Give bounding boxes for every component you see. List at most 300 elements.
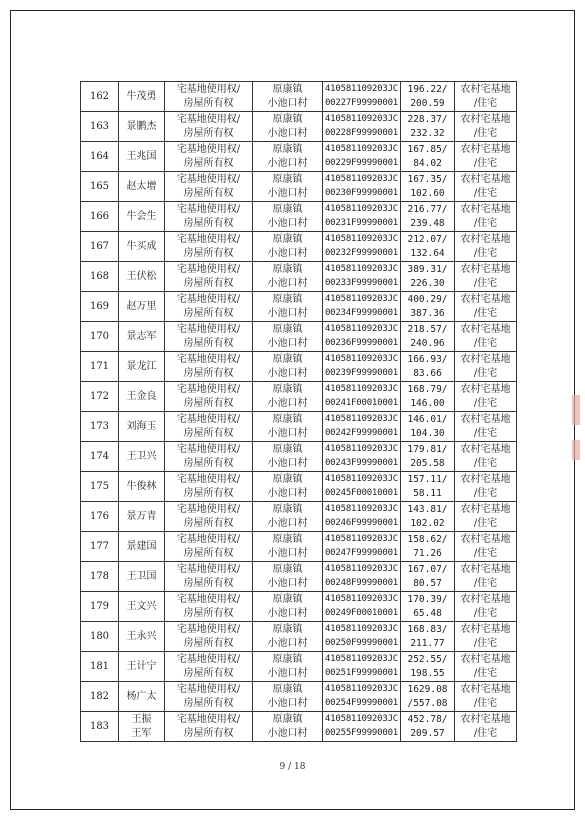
row-index-cell bbox=[81, 352, 119, 382]
unit-code-cell bbox=[323, 652, 401, 682]
table-row bbox=[81, 292, 517, 322]
owner-name-text: 刘海玉 bbox=[126, 420, 157, 432]
unit-code-cell bbox=[323, 562, 401, 592]
row-index-cell bbox=[81, 262, 119, 292]
right-type-line: 宅基地使用权/ bbox=[176, 84, 241, 95]
location-line: 原康镇 bbox=[272, 234, 303, 245]
unit-code-line: 00236F99990001 bbox=[324, 337, 399, 348]
location-line: 原康镇 bbox=[272, 654, 303, 665]
area-line: 240.96 bbox=[410, 337, 445, 349]
land-use-cell bbox=[455, 592, 517, 622]
area-line: 226.30 bbox=[410, 277, 445, 289]
row-index-text: 168 bbox=[89, 270, 110, 282]
row-index-text: 181 bbox=[89, 660, 110, 672]
area-line: 198.55 bbox=[410, 667, 445, 679]
row-index-cell bbox=[81, 472, 119, 502]
location-cell bbox=[253, 262, 323, 292]
row-index-cell bbox=[81, 292, 119, 322]
location-cell bbox=[253, 382, 323, 412]
land-use-line: /住宅 bbox=[473, 577, 498, 589]
area-cell bbox=[401, 352, 455, 382]
table-row bbox=[81, 322, 517, 352]
area-cell bbox=[401, 322, 455, 352]
unit-code-line: 00231F99990001 bbox=[324, 217, 399, 228]
row-index-cell bbox=[81, 652, 119, 682]
land-use-cell bbox=[455, 382, 517, 412]
property-rights-table bbox=[80, 81, 517, 742]
location-cell bbox=[253, 412, 323, 442]
unit-code-cell bbox=[323, 322, 401, 352]
right-type-line: 房屋所有权 bbox=[183, 727, 234, 739]
area-line: 212.07/ bbox=[407, 234, 448, 245]
location-line: 原康镇 bbox=[272, 264, 303, 275]
land-use-cell bbox=[455, 202, 517, 232]
land-use-cell bbox=[455, 322, 517, 352]
right-type-line: 宅基地使用权/ bbox=[176, 114, 241, 125]
row-index-cell bbox=[81, 112, 119, 142]
land-use-line: /住宅 bbox=[473, 517, 498, 529]
land-use-cell bbox=[455, 712, 517, 742]
location-line: 小池口村 bbox=[267, 307, 308, 319]
right-type-line: 宅基地使用权/ bbox=[176, 204, 241, 215]
land-use-line: /住宅 bbox=[473, 127, 498, 139]
land-use-line: /住宅 bbox=[473, 667, 498, 679]
right-type-line: 房屋所有权 bbox=[183, 127, 234, 139]
location-line: 原康镇 bbox=[272, 324, 303, 335]
row-index-cell bbox=[81, 202, 119, 232]
area-cell bbox=[401, 682, 455, 712]
location-line: 原康镇 bbox=[272, 684, 303, 695]
area-cell bbox=[401, 652, 455, 682]
land-use-cell bbox=[455, 292, 517, 322]
right-type-line: 宅基地使用权/ bbox=[176, 594, 241, 605]
row-index-text: 170 bbox=[89, 330, 110, 342]
row-index-text: 164 bbox=[89, 150, 110, 162]
right-type-line: 房屋所有权 bbox=[183, 157, 234, 169]
right-type-line: 房屋所有权 bbox=[183, 217, 234, 229]
right-type-line: 房屋所有权 bbox=[183, 607, 234, 619]
location-line: 小池口村 bbox=[267, 247, 308, 259]
location-line: 小池口村 bbox=[267, 577, 308, 589]
land-use-line: 农村宅基地 bbox=[460, 444, 511, 455]
land-use-line: 农村宅基地 bbox=[460, 144, 511, 155]
area-line: 170.39/ bbox=[407, 594, 448, 605]
area-line: 239.48 bbox=[410, 217, 445, 229]
owner-name-text: 赵万里 bbox=[126, 300, 157, 312]
row-index-text: 175 bbox=[89, 480, 110, 492]
location-cell bbox=[253, 232, 323, 262]
right-type-line: 宅基地使用权/ bbox=[176, 384, 241, 395]
right-type-cell bbox=[165, 412, 253, 442]
owner-name-text: 景建国 bbox=[126, 540, 157, 552]
right-type-line: 宅基地使用权/ bbox=[176, 414, 241, 425]
land-use-line: /住宅 bbox=[473, 367, 498, 379]
area-line: 205.58 bbox=[410, 457, 445, 469]
right-type-cell bbox=[165, 622, 253, 652]
owner-name-text: 王卫兴 bbox=[126, 450, 157, 462]
right-type-line: 宅基地使用权/ bbox=[176, 444, 241, 455]
location-cell bbox=[253, 112, 323, 142]
row-index-text: 162 bbox=[89, 90, 110, 102]
location-line: 原康镇 bbox=[272, 714, 303, 725]
location-line: 原康镇 bbox=[272, 174, 303, 185]
land-use-line: 农村宅基地 bbox=[460, 324, 511, 335]
owner-name-text: 牛会生 bbox=[126, 210, 157, 222]
unit-code-line: 00234F99990001 bbox=[324, 307, 399, 318]
unit-code-cell bbox=[323, 412, 401, 442]
table-row bbox=[81, 262, 517, 292]
land-use-line: /住宅 bbox=[473, 277, 498, 289]
land-use-line: 农村宅基地 bbox=[460, 264, 511, 275]
location-line: 小池口村 bbox=[267, 517, 308, 529]
land-use-line: /住宅 bbox=[473, 247, 498, 259]
unit-code-line: 410581109203JC bbox=[324, 204, 399, 214]
location-line: 原康镇 bbox=[272, 474, 303, 485]
owner-name-cell bbox=[119, 292, 165, 322]
land-use-line: 农村宅基地 bbox=[460, 504, 511, 515]
land-use-line: /住宅 bbox=[473, 337, 498, 349]
table-row bbox=[81, 232, 517, 262]
land-use-line: 农村宅基地 bbox=[460, 714, 511, 725]
record-sheet bbox=[80, 81, 516, 742]
unit-code-cell bbox=[323, 292, 401, 322]
right-type-cell bbox=[165, 202, 253, 232]
right-type-line: 房屋所有权 bbox=[183, 367, 234, 379]
unit-code-cell bbox=[323, 622, 401, 652]
unit-code-line: 410581109203JC bbox=[324, 474, 399, 484]
location-cell bbox=[253, 502, 323, 532]
right-type-line: 宅基地使用权/ bbox=[176, 294, 241, 305]
area-cell bbox=[401, 712, 455, 742]
land-use-line: /住宅 bbox=[473, 157, 498, 169]
unit-code-line: 00249F00010001 bbox=[324, 607, 399, 618]
owner-name-cell bbox=[119, 562, 165, 592]
land-use-line: 农村宅基地 bbox=[460, 114, 511, 125]
area-line: 102.60 bbox=[410, 187, 445, 199]
land-use-cell bbox=[455, 472, 517, 502]
table-row bbox=[81, 382, 517, 412]
owner-name-cell bbox=[119, 472, 165, 502]
area-line: 83.66 bbox=[413, 367, 442, 379]
unit-code-line: 00233F99990001 bbox=[324, 277, 399, 288]
land-use-line: 农村宅基地 bbox=[460, 294, 511, 305]
location-cell bbox=[253, 292, 323, 322]
area-line: 146.01/ bbox=[407, 414, 448, 425]
row-index-cell bbox=[81, 322, 119, 352]
unit-code-line: 00241F00010001 bbox=[324, 397, 399, 408]
unit-code-line: 00251F99990001 bbox=[324, 667, 399, 678]
land-use-line: /住宅 bbox=[473, 97, 498, 109]
right-type-line: 房屋所有权 bbox=[183, 427, 234, 439]
land-use-line: 农村宅基地 bbox=[460, 354, 511, 365]
row-index-cell bbox=[81, 442, 119, 472]
location-line: 小池口村 bbox=[267, 727, 308, 739]
area-line: 167.07/ bbox=[407, 564, 448, 575]
owner-name-cell bbox=[119, 442, 165, 472]
page-number: 9 / 18 bbox=[279, 762, 306, 772]
right-type-line: 房屋所有权 bbox=[183, 487, 234, 499]
unit-code-line: 410581109203JC bbox=[324, 84, 399, 94]
land-use-line: /住宅 bbox=[473, 457, 498, 469]
area-line: 143.81/ bbox=[407, 504, 448, 515]
land-use-line: /住宅 bbox=[473, 607, 498, 619]
row-index-cell bbox=[81, 682, 119, 712]
land-use-line: /住宅 bbox=[473, 487, 498, 499]
right-type-line: 房屋所有权 bbox=[183, 97, 234, 109]
location-cell bbox=[253, 142, 323, 172]
owner-name-text: 景鹏杰 bbox=[126, 120, 157, 132]
owner-name-cell bbox=[119, 382, 165, 412]
table-row bbox=[81, 682, 517, 712]
location-line: 小池口村 bbox=[267, 397, 308, 409]
land-use-line: /住宅 bbox=[473, 397, 498, 409]
table-row bbox=[81, 352, 517, 382]
owner-name-cell bbox=[119, 202, 165, 232]
right-type-line: 宅基地使用权/ bbox=[176, 234, 241, 245]
right-type-line: 房屋所有权 bbox=[183, 337, 234, 349]
right-type-cell bbox=[165, 682, 253, 712]
unit-code-cell bbox=[323, 112, 401, 142]
area-cell bbox=[401, 292, 455, 322]
row-index-text: 172 bbox=[89, 390, 110, 402]
land-use-cell bbox=[455, 112, 517, 142]
area-line: 104.30 bbox=[410, 427, 445, 439]
right-type-line: 宅基地使用权/ bbox=[176, 714, 241, 725]
right-type-line: 房屋所有权 bbox=[183, 547, 234, 559]
right-type-line: 宅基地使用权/ bbox=[176, 624, 241, 635]
area-cell bbox=[401, 622, 455, 652]
area-line: 65.48 bbox=[413, 607, 442, 619]
location-line: 原康镇 bbox=[272, 414, 303, 425]
table-row bbox=[81, 202, 517, 232]
land-use-line: 农村宅基地 bbox=[460, 384, 511, 395]
owner-name-cell bbox=[119, 352, 165, 382]
right-type-cell bbox=[165, 532, 253, 562]
right-type-cell bbox=[165, 142, 253, 172]
unit-code-line: 00247F99990001 bbox=[324, 547, 399, 558]
right-type-cell bbox=[165, 262, 253, 292]
row-index-text: 180 bbox=[89, 630, 110, 642]
owner-name-text: 王计宁 bbox=[126, 660, 157, 672]
right-type-cell bbox=[165, 172, 253, 202]
table-row bbox=[81, 562, 517, 592]
land-use-line: /住宅 bbox=[473, 637, 498, 649]
land-use-line: 农村宅基地 bbox=[460, 624, 511, 635]
owner-name-cell bbox=[119, 172, 165, 202]
land-use-line: /住宅 bbox=[473, 187, 498, 199]
unit-code-line: 00245F00010001 bbox=[324, 487, 399, 498]
row-index-text: 183 bbox=[89, 720, 110, 732]
right-type-line: 房屋所有权 bbox=[183, 577, 234, 589]
owner-name-cell bbox=[119, 112, 165, 142]
area-line: 146.00 bbox=[410, 397, 445, 409]
right-type-cell bbox=[165, 382, 253, 412]
row-index-cell bbox=[81, 502, 119, 532]
owner-name-text: 杨广太 bbox=[126, 690, 157, 702]
location-line: 原康镇 bbox=[272, 594, 303, 605]
right-type-cell bbox=[165, 592, 253, 622]
area-line: 232.32 bbox=[410, 127, 445, 139]
location-cell bbox=[253, 202, 323, 232]
land-use-cell bbox=[455, 682, 517, 712]
location-line: 原康镇 bbox=[272, 384, 303, 395]
row-index-cell bbox=[81, 532, 119, 562]
area-line: 158.62/ bbox=[407, 534, 448, 545]
area-cell bbox=[401, 532, 455, 562]
row-index-text: 178 bbox=[89, 570, 110, 582]
table-row bbox=[81, 412, 517, 442]
owner-name-cell bbox=[119, 592, 165, 622]
location-line: 小池口村 bbox=[267, 127, 308, 139]
unit-code-line: 410581109203JC bbox=[324, 504, 399, 514]
area-line: 400.29/ bbox=[407, 294, 448, 305]
land-use-line: 农村宅基地 bbox=[460, 684, 511, 695]
area-cell bbox=[401, 412, 455, 442]
area-cell bbox=[401, 262, 455, 292]
right-type-line: 房屋所有权 bbox=[183, 397, 234, 409]
right-type-line: 房屋所有权 bbox=[183, 457, 234, 469]
unit-code-line: 410581109203JC bbox=[324, 264, 399, 274]
location-cell bbox=[253, 562, 323, 592]
right-type-line: 宅基地使用权/ bbox=[176, 264, 241, 275]
location-line: 小池口村 bbox=[267, 427, 308, 439]
right-type-line: 宅基地使用权/ bbox=[176, 534, 241, 545]
land-use-line: 农村宅基地 bbox=[460, 654, 511, 665]
owner-name-text: 景万青 bbox=[126, 510, 157, 522]
owner-name-text: 王伏松 bbox=[126, 270, 157, 282]
row-index-text: 176 bbox=[89, 510, 110, 522]
area-line: 168.83/ bbox=[407, 624, 448, 635]
owner-name-cell bbox=[119, 532, 165, 562]
area-line: 166.93/ bbox=[407, 354, 448, 365]
unit-code-cell bbox=[323, 382, 401, 412]
land-use-cell bbox=[455, 82, 517, 112]
right-type-line: 宅基地使用权/ bbox=[176, 474, 241, 485]
location-line: 小池口村 bbox=[267, 637, 308, 649]
row-index-text: 173 bbox=[89, 420, 110, 432]
land-use-cell bbox=[455, 652, 517, 682]
owner-name-text: 王金良 bbox=[126, 390, 157, 402]
owner-name-cell bbox=[119, 502, 165, 532]
area-line: 211.77 bbox=[410, 637, 445, 649]
land-use-line: 农村宅基地 bbox=[460, 564, 511, 575]
owner-name-text: 牛买成 bbox=[126, 240, 157, 252]
area-line: 216.77/ bbox=[407, 204, 448, 215]
row-index-text: 166 bbox=[89, 210, 110, 222]
unit-code-line: 00229F99990001 bbox=[324, 157, 399, 168]
right-type-line: 宅基地使用权/ bbox=[176, 324, 241, 335]
right-type-cell bbox=[165, 472, 253, 502]
location-line: 原康镇 bbox=[272, 354, 303, 365]
unit-code-line: 410581109203JC bbox=[324, 114, 399, 124]
land-use-cell bbox=[455, 502, 517, 532]
location-line: 小池口村 bbox=[267, 667, 308, 679]
location-cell bbox=[253, 712, 323, 742]
right-type-cell bbox=[165, 232, 253, 262]
row-index-cell bbox=[81, 82, 119, 112]
unit-code-cell bbox=[323, 442, 401, 472]
unit-code-cell bbox=[323, 532, 401, 562]
unit-code-line: 410581109203JC bbox=[324, 234, 399, 244]
row-index-cell bbox=[81, 412, 119, 442]
location-cell bbox=[253, 652, 323, 682]
land-use-line: 农村宅基地 bbox=[460, 204, 511, 215]
unit-code-line: 410581109203JC bbox=[324, 444, 399, 454]
area-cell bbox=[401, 142, 455, 172]
location-line: 小池口村 bbox=[267, 457, 308, 469]
location-line: 小池口村 bbox=[267, 157, 308, 169]
location-line: 原康镇 bbox=[272, 84, 303, 95]
area-line: 200.59 bbox=[410, 97, 445, 109]
area-line: 452.78/ bbox=[407, 714, 448, 725]
unit-code-line: 410581109203JC bbox=[324, 144, 399, 154]
area-line: 228.37/ bbox=[407, 114, 448, 125]
unit-code-line: 00232F99990001 bbox=[324, 247, 399, 258]
row-index-cell bbox=[81, 562, 119, 592]
unit-code-line: 00246F99990001 bbox=[324, 517, 399, 528]
owner-name-text: 赵太增 bbox=[126, 180, 157, 192]
area-line: 252.55/ bbox=[407, 654, 448, 665]
owner-name-text: 王兆国 bbox=[126, 150, 157, 162]
row-index-text: 167 bbox=[89, 240, 110, 252]
row-index-text: 182 bbox=[89, 690, 110, 702]
land-use-line: 农村宅基地 bbox=[460, 594, 511, 605]
row-index-cell bbox=[81, 172, 119, 202]
location-cell bbox=[253, 82, 323, 112]
right-type-line: 宅基地使用权/ bbox=[176, 504, 241, 515]
land-use-cell bbox=[455, 142, 517, 172]
right-type-line: 房屋所有权 bbox=[183, 277, 234, 289]
land-use-line: /住宅 bbox=[473, 727, 498, 739]
right-type-cell bbox=[165, 112, 253, 142]
owner-name-text: 王振 王军 bbox=[131, 714, 152, 739]
location-cell bbox=[253, 322, 323, 352]
owner-name-text: 牛俊林 bbox=[126, 480, 157, 492]
land-use-cell bbox=[455, 442, 517, 472]
row-index-cell bbox=[81, 592, 119, 622]
location-line: 小池口村 bbox=[267, 337, 308, 349]
row-index-text: 169 bbox=[89, 300, 110, 312]
area-line: 58.11 bbox=[413, 487, 442, 499]
unit-code-cell bbox=[323, 142, 401, 172]
unit-code-cell bbox=[323, 712, 401, 742]
land-use-cell bbox=[455, 232, 517, 262]
area-line: 196.22/ bbox=[407, 84, 448, 95]
table-row bbox=[81, 82, 517, 112]
right-type-cell bbox=[165, 82, 253, 112]
area-line: 167.35/ bbox=[407, 174, 448, 185]
row-index-cell bbox=[81, 622, 119, 652]
unit-code-cell bbox=[323, 232, 401, 262]
unit-code-line: 410581109203JC bbox=[324, 354, 399, 364]
unit-code-line: 410581109203JC bbox=[324, 564, 399, 574]
stamp-edge-mark bbox=[572, 440, 580, 460]
area-line: 1629.08 bbox=[407, 684, 448, 695]
unit-code-line: 00248F99990001 bbox=[324, 577, 399, 588]
unit-code-line: 00250F99990001 bbox=[324, 637, 399, 648]
land-use-line: 农村宅基地 bbox=[460, 174, 511, 185]
area-cell bbox=[401, 472, 455, 502]
location-line: 小池口村 bbox=[267, 97, 308, 109]
unit-code-cell bbox=[323, 472, 401, 502]
table-row bbox=[81, 112, 517, 142]
location-line: 原康镇 bbox=[272, 114, 303, 125]
row-index-text: 179 bbox=[89, 600, 110, 612]
unit-code-line: 00243F99990001 bbox=[324, 457, 399, 468]
right-type-line: 宅基地使用权/ bbox=[176, 684, 241, 695]
area-cell bbox=[401, 172, 455, 202]
unit-code-line: 410581109203JC bbox=[324, 654, 399, 664]
